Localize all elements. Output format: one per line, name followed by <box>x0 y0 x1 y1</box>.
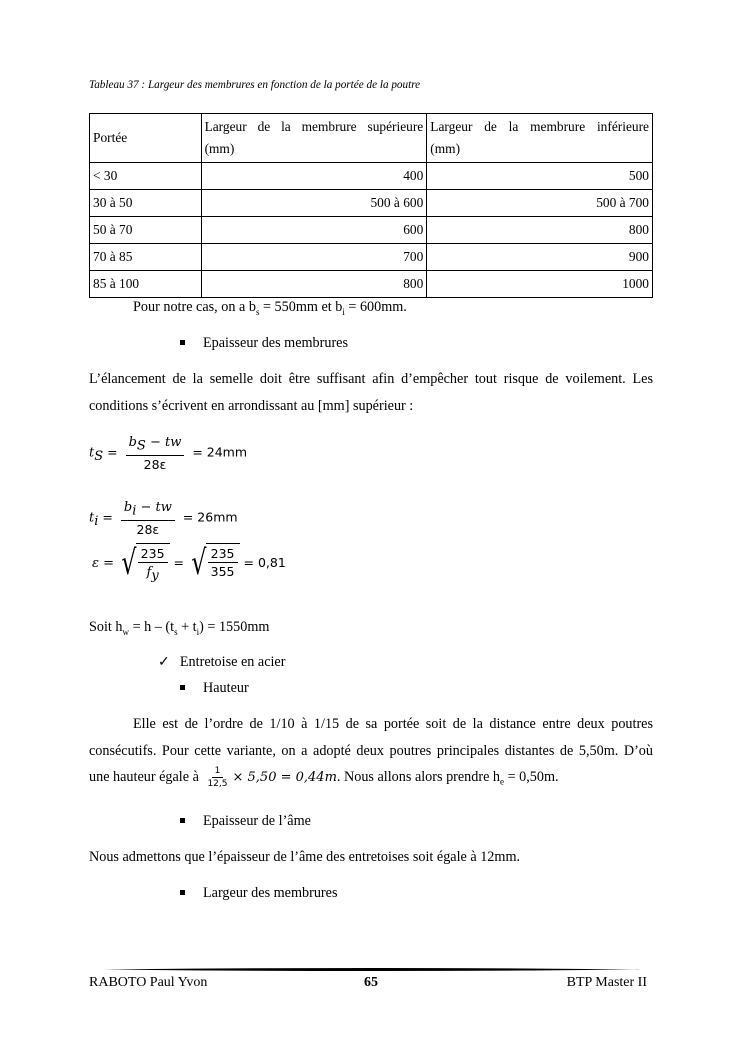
radical-icon: √ <box>191 543 207 584</box>
header-largeur-sup-line1 <box>205 116 424 138</box>
square-bullet-icon <box>180 685 185 690</box>
eq-result: = 24mm <box>192 444 248 460</box>
cell-inf: 500 à 700 <box>427 190 653 217</box>
footer-divider <box>103 968 641 971</box>
eq-subscript: S <box>94 448 104 464</box>
footer-course: BTP Master II <box>566 975 647 990</box>
bullet-epaisseur-membrures <box>180 335 348 352</box>
sqrt-symbol <box>118 543 170 584</box>
radical-icon: √ <box>121 543 137 583</box>
eq-symbol: ε = <box>92 555 115 571</box>
paragraph-elancement-line2: conditions s’écrivent en arrondissant au [mm] supérieur : <box>89 398 414 414</box>
text-run: + t <box>177 619 197 635</box>
cell-portee: 85 à 100 <box>90 271 202 298</box>
cell-portee: 50 à 70 <box>90 217 202 244</box>
header-word: Largeur <box>204 119 247 134</box>
eq-numerator <box>121 499 175 521</box>
square-bullet-icon <box>180 340 185 345</box>
table-row <box>90 217 653 244</box>
eq-fraction <box>121 499 175 537</box>
eq-result: = 0,81 <box>243 554 286 570</box>
eq-fraction <box>204 766 230 789</box>
text-run: ) = 1550mm <box>199 619 270 635</box>
header-word: la <box>281 119 291 134</box>
sqrt-body <box>206 543 240 583</box>
table-row <box>90 271 653 298</box>
header-word: Largeur <box>430 119 473 134</box>
eq-denominator: 355 <box>210 564 235 580</box>
check-label: Entretoise en acier <box>179 654 286 670</box>
cell-inf: 1000 <box>427 271 653 298</box>
bullet-hauteur <box>180 680 249 697</box>
text-run: = 600mm. <box>344 299 407 315</box>
subscript: s <box>174 626 178 637</box>
cell-sup: 500 à 600 <box>201 190 427 217</box>
cell-portee: 30 à 50 <box>90 190 202 217</box>
membrure-width-table <box>89 113 653 298</box>
equation-ts <box>89 434 247 472</box>
subscript: e <box>500 776 505 787</box>
cell-sup: 800 <box>201 271 427 298</box>
checkmark-icon: ✓ <box>158 654 170 670</box>
bullet-label: Epaisseur des membrures <box>203 335 348 351</box>
equation-ti <box>89 499 238 537</box>
header-unit: (mm) <box>430 141 461 156</box>
paragraph-ame: Nous admettons que l’épaisseur de l’âme des entretoises soit égale à 12mm. <box>89 849 521 865</box>
eq-expression: × 5,50 = 0,44m <box>232 770 337 785</box>
text-run: Pour notre cas, on a b <box>133 299 256 315</box>
text-run: . Nous allons alors prendre h <box>336 769 501 785</box>
table-row <box>90 244 653 271</box>
paragraph-elancement-line1: L’élancement de la semelle doit être suffisant afin d’empêcher tout risque de voilement. Les <box>89 371 653 387</box>
eq-symbol: − tw <box>145 435 182 450</box>
cell-inf: 900 <box>427 244 653 271</box>
eq-subscript: i <box>132 503 137 519</box>
eq-subscript: S <box>136 438 146 454</box>
eq-fraction <box>126 434 185 472</box>
bullet-label: Largeur des membrures <box>203 885 338 901</box>
eq-symbol: − tw <box>136 500 172 515</box>
header-word: la <box>508 119 519 134</box>
cell-portee: 70 à 85 <box>90 244 202 271</box>
cell-inf: 500 <box>427 163 653 190</box>
bullet-label: Epaisseur de l’âme <box>203 813 311 829</box>
paragraph-hauteur-line1: Elle est de l’ordre de 1/10 à 1/15 de sa portée soit de la distance entre deux poutres <box>133 716 653 732</box>
table-row <box>90 163 653 190</box>
text-run: une hauteur égale à <box>89 769 199 785</box>
eq-denominator: 12,5 <box>207 779 228 789</box>
text-run: = h – (t <box>129 619 175 635</box>
header-word: membrure <box>301 119 357 134</box>
eq-denominator: 28ε <box>143 456 167 472</box>
text-run: = 550mm et b <box>259 299 343 315</box>
cell-portee: < 30 <box>90 163 202 190</box>
header-word: supérieure <box>367 119 424 134</box>
text-run: = 0,50m. <box>504 769 559 785</box>
bullet-ame <box>180 813 311 830</box>
footer-page-number: 65 <box>364 975 378 990</box>
cell-sup: 700 <box>201 244 427 271</box>
eq-symbol: t <box>89 510 95 526</box>
footer-author: RABOTO Paul Yvon <box>89 975 208 990</box>
sqrt-body <box>136 543 170 584</box>
eq-result: = 26mm <box>182 509 238 525</box>
cell-sup: 600 <box>201 217 427 244</box>
bullet-largeur <box>180 885 337 902</box>
eq-symbol: b <box>123 500 133 515</box>
eq-subscript: i <box>94 513 99 529</box>
header-word: membrure <box>530 119 586 134</box>
eq-equals: = <box>107 444 118 460</box>
eq-symbol: b <box>128 435 137 450</box>
eq-numerator: 235 <box>138 546 168 563</box>
eq-fraction <box>208 546 238 579</box>
soit-hw-text <box>89 619 269 637</box>
bullet-label: Hauteur <box>203 680 249 696</box>
square-bullet-icon <box>180 890 185 895</box>
header-word: inférieure <box>596 119 649 134</box>
cell-inf: 800 <box>427 217 653 244</box>
notre-cas-text <box>133 299 407 317</box>
paragraph-hauteur-line2: consécutifs. Pour cette variante, on a adopté deux poutres principales distantes de 5,50m. D’où <box>89 743 653 759</box>
eq-fraction <box>138 546 168 584</box>
header-largeur-inf <box>427 114 653 163</box>
eq-symbol: f <box>146 565 152 580</box>
header-word: de <box>484 119 497 134</box>
table-header-row <box>90 114 653 163</box>
header-largeur-inf-line1 <box>430 116 649 138</box>
eq-equals: = <box>102 509 113 525</box>
sqrt-symbol <box>188 543 240 583</box>
header-portee-label: Portée <box>93 130 128 145</box>
eq-subscript: y <box>151 568 159 584</box>
eq-symbol: t <box>89 445 95 461</box>
square-bullet-icon <box>180 818 185 823</box>
subscript: w <box>122 626 130 637</box>
paragraph-hauteur-line3 <box>89 766 559 789</box>
header-word: de <box>257 119 271 134</box>
table-row <box>90 190 653 217</box>
subscript: s <box>255 306 260 317</box>
table-caption: Tableau 37 : Largeur des membrures en fonction de la portée de la poutre <box>89 79 421 91</box>
check-entretoise <box>158 654 285 671</box>
cell-sup: 400 <box>201 163 427 190</box>
header-portee <box>90 114 202 163</box>
subscript: i <box>342 306 345 317</box>
eq-denominator: 28ε <box>136 521 160 537</box>
text-run: Soit h <box>89 619 123 635</box>
eq-numerator: 1 <box>212 766 224 778</box>
equation-epsilon <box>92 543 286 584</box>
eq-denominator <box>144 563 162 584</box>
header-unit: (mm) <box>204 141 235 156</box>
eq-numerator: 235 <box>208 546 238 563</box>
subscript: i <box>196 626 200 637</box>
eq-equals: = <box>173 554 184 570</box>
eq-numerator <box>126 434 185 456</box>
header-largeur-sup <box>201 114 427 163</box>
